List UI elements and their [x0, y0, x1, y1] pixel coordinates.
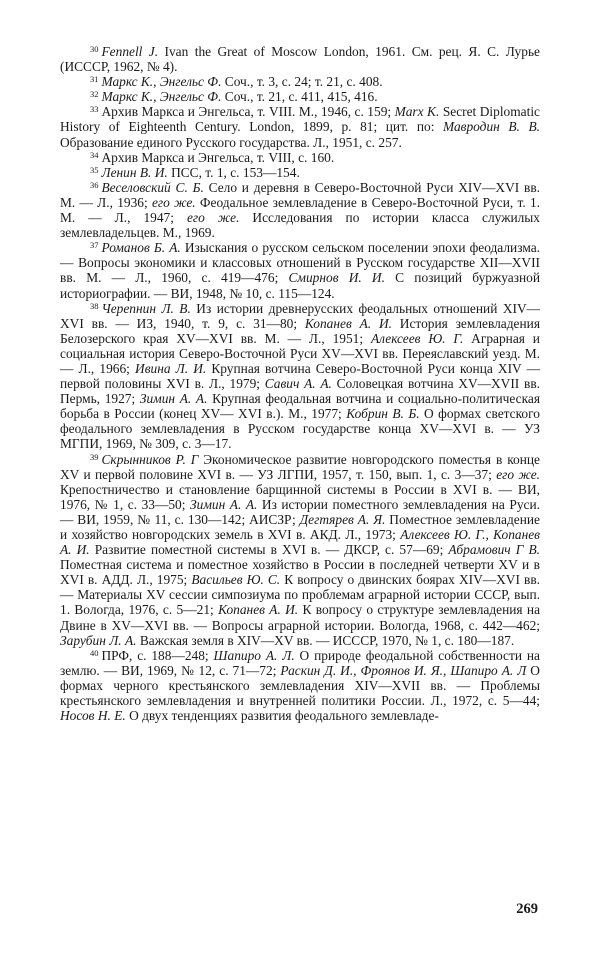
footnote-text: О формах черного крестьянского землевладения XIV—XVII вв. — Проблемы крестьянского землевладения и внутренней политики России. Л., 1972, с. 5—44; [60, 662, 540, 709]
footnote-author: Савич А. А. [264, 376, 332, 392]
footnote-text: Село и деревня в Северо-Восточной Руси XIV—XVI вв. М. — Л., 1936; [60, 179, 540, 210]
footnote-author: Ивина Л. И. [135, 360, 207, 376]
footnote-number: 32 [90, 89, 99, 100]
footnote-author: Веселовский С. Б. [101, 179, 204, 195]
footnote-number: 31 [90, 74, 99, 85]
footnote-author: его же. [151, 194, 196, 210]
footnote-text: Соч., т. 21, с. 411, 415, 416. [221, 89, 378, 105]
footnote-text: Феодальное землевладение в Северо-Восточной Руси, т. 1. М. — Л., 1947; [60, 194, 540, 226]
footnote-author: Marx K. [394, 104, 440, 120]
footnote-text: Из истории древнерусских феодальных отношений XIV—XVI вв. — ИЗ, 1940, т. 9, с. 31—80; [60, 300, 541, 331]
footnote-text: Экономическое развитие новгородского поместья в конце XV и первой половине XVI в. — УЗ ЛГПИ, 1957, т. 150, вып. 1, с. 3—37; [60, 451, 540, 482]
footnote [60, 301, 540, 452]
footnote-number: 40 [90, 647, 99, 658]
page-number: 269 [516, 901, 538, 917]
footnote-text: ПСС, т. 1, с. 153—154. [167, 164, 300, 180]
footnote-author: его же. [186, 210, 240, 226]
footnote-author: Зарубин Л. А. [60, 632, 137, 648]
footnote-author: Черепнин Л. В. [101, 300, 191, 316]
footnote-number: 30 [90, 44, 99, 54]
footnote-author: Романов Б. А. [101, 240, 181, 256]
footnote-text: Ivan the Great of Moscow London, 1961. См. рец. Я. С. Лурье (ИССCР, 1962, № 4). [60, 44, 540, 75]
footnote-text: Secret Diplomatic History of Eighteenth Century. London, 1899, p. 81; цит. по: [60, 104, 540, 135]
footnote-text: ПРФ, с. 188—248; [101, 647, 214, 663]
footnote [60, 452, 540, 648]
footnote-number: 39 [90, 451, 99, 462]
footnote-text: История землевладения Белозерского края XV—XVI вв. М. — Л., 1951; [60, 315, 540, 346]
footnote-author: Шапиро А. Л. [213, 647, 295, 663]
footnote-text: Аграрная и социальная история Северо-Восточной Руси XV—XVI вв. Переяславский уезд. М. — Л., 1966; [60, 330, 540, 376]
footnote-author: Раскин Д. И., Фроянов И. Я., Шапиро А. Л [280, 662, 527, 678]
footnote-author: его же. [496, 466, 541, 482]
footnote-author: Копанев А. И. [304, 315, 392, 331]
footnote-number: 38 [90, 300, 99, 311]
footnote-author: Дегтярев А. Я. [299, 511, 386, 527]
footnote-text: Крупная вотчина Северо-Восточной Руси конца XIV — первой половины XVI в. Л., 1979; [60, 360, 540, 392]
footnote [60, 240, 540, 300]
footnote [60, 180, 540, 240]
footnote-text: Образование единого Русского государства. Л., 1951, с. 257. [60, 134, 402, 150]
footnote [60, 89, 540, 104]
footnote [60, 150, 540, 165]
footnote-text: О формах светского феодального землевладения в Русском государстве конца XV—XVI в. — УЗ МГПИ, 1969, № 309, с. 3—17. [60, 406, 540, 452]
footnote [60, 104, 540, 149]
footnote-text: К вопросу о структуре землевладения на Двине в XV—XVI вв. — Вопросы аграрной истории. Вологда, 1968, с. 442—462; [60, 602, 541, 633]
footnote-author: Скрынников Р. Г [101, 451, 199, 467]
footnote-text: О природе феодальной собственности на землю. — ВИ, 1969, № 12, с. 71—72; [60, 647, 540, 678]
footnote-text: Исследования по истории класса служилых землевладельцев. М., 1969. [60, 210, 540, 241]
footnote-author: Васильев Ю. С. [191, 572, 281, 588]
footnote-author: Зимин А. А. [139, 391, 208, 407]
footnote-text: Архив Маркса и Энгельса, т. VIII. М., 1946, с. 159; [101, 104, 395, 120]
footnote-number: 37 [90, 240, 99, 251]
footnote-author: Зимин А. А. [190, 496, 258, 512]
footnote-author: Маркс К., Энгельс Ф. [101, 89, 222, 105]
footnote-text: Из истории поместного землевладения на Руси. — ВИ, 1959, № 11, с. 130—142; АИСЗР; [60, 496, 540, 527]
footnote-author: Мавродин В. В. [443, 119, 540, 135]
footnote-text: Важская земля в XIV—XV вв. — ИССCР, 1970, № 1, с. 180—187. [136, 632, 515, 648]
footnote-text: Соловецкая вотчина XV—XVII вв. Пермь, 1927; [60, 376, 540, 407]
footnote-author: Fennell J. [101, 44, 159, 59]
footnote [60, 648, 540, 723]
footnotes-list [60, 44, 540, 723]
footnote-author: Ленин В. И. [101, 164, 168, 180]
footnote-text: К вопросу о двинских боярах XIV—XVI вв. — Материалы XV сессии симпозиума по проблемам аграрной истории СССР, вып. 1. Вологда, 1976, с. 5—21; [60, 572, 540, 618]
footnote-author: Алексеев Ю. Г., Копанев А. И. [60, 527, 540, 558]
footnote-number: 33 [90, 104, 99, 115]
footnote-text: Изыскания о русском сельском поселении эпохи феодализма. — Вопросы экономики и классовых отношений в Русском государстве XII—XVII вв. М. — Л., 1960, с. 419—476; [60, 240, 540, 286]
footnote-number: 34 [90, 149, 99, 160]
footnote-text: Поместное землевладение и хозяйство новгородских земель в XVI в. АКД. Л., 1973; [60, 511, 540, 542]
footnote-author: Маркс К., Энгельс Ф. [101, 74, 222, 90]
footnote [60, 44, 540, 74]
footnote-author: Алексеев Ю. Г. [370, 330, 464, 346]
footnote-author: Копанев А. И. [218, 602, 299, 618]
footnote [60, 74, 540, 89]
footnote-number: 36 [90, 179, 99, 190]
footnote-author: Смирнов И. И. [288, 270, 385, 286]
footnote-author: Носов Н. Е. [60, 708, 126, 724]
footnote-text: Развитие поместной системы в XVI в. — ДКСР, с. 57—69; [89, 542, 449, 558]
footnote-author: Абрамович Г В. [448, 542, 540, 558]
footnote-text: Крупная феодальная вотчина и социально-политическая борьба в России (конец XV— XVI в.). М., 1977; [60, 391, 540, 422]
footnote-text: О двух тенденциях развития феодального землевладе- [125, 708, 439, 724]
footnote-text: Соч., т. 3, с. 24; т. 21, с. 408. [221, 74, 383, 90]
footnote-text: С позиций буржуазной историографии. — ВИ, 1948, № 10, с. 115—124. [60, 270, 541, 301]
footnote-number: 35 [90, 164, 99, 175]
footnote-text: Поместная система и поместное хозяйство в России в последней четверти XV и в XVI в. АДД. Л., 1975; [60, 557, 540, 588]
footnote-author: Кобрин В. Б. [346, 406, 420, 422]
footnote-text: Крепостничество и становление барщинной системы в России в XVI в. — ВИ, 1976, № 1, с. 33—50; [60, 481, 540, 512]
footnote [60, 165, 540, 180]
footnote-text: Архив Маркса и Энгельса, т. VIII, с. 160. [101, 149, 335, 165]
